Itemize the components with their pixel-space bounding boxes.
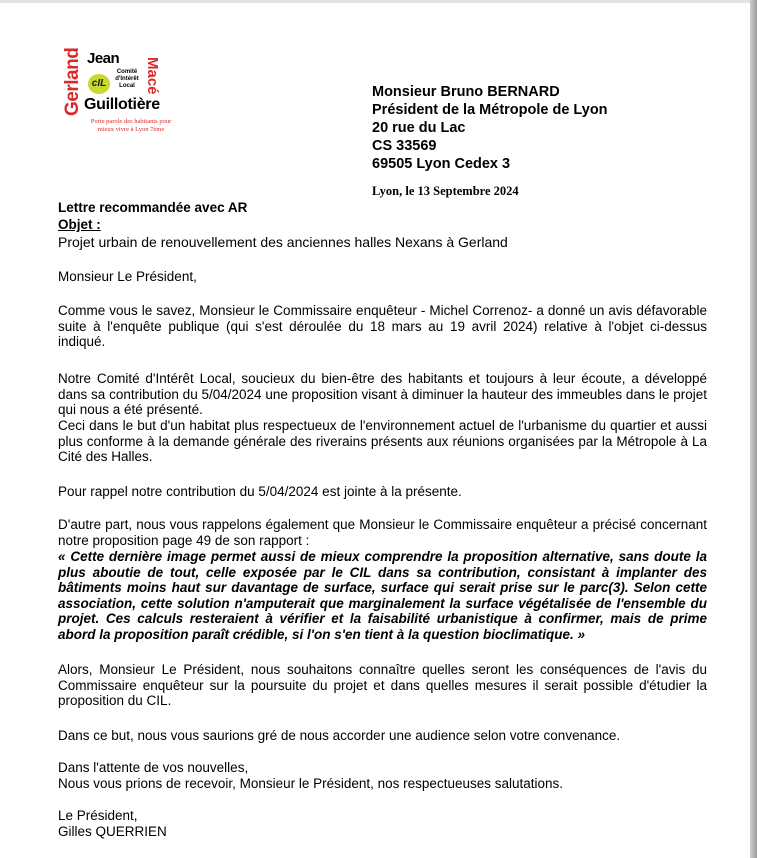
object-label: Objet : xyxy=(58,217,101,232)
cil-logo xyxy=(58,47,178,140)
paragraph-3: Pour rappel notre contribution du 5/04/2024 est jointe à la présente. xyxy=(58,484,462,499)
page-right-shadow xyxy=(750,0,757,858)
recipient-address xyxy=(372,83,608,173)
recipient-city: 69505 Lyon Cedex 3 xyxy=(372,156,511,172)
closing-line-1: Dans l'attente de vos nouvelles, xyxy=(58,760,249,775)
logo-tagline: Porte parole des habitants pour mieux vivre à Lyon 7ème xyxy=(90,118,172,133)
object-text: Projet urbain de renouvellement des anciennes halles Nexans à Gerland xyxy=(58,234,508,250)
logo-gerland: Gerland xyxy=(62,47,83,116)
paragraph-2b: Ceci dans le but d'un habitat plus respectueux de l'environnement actuel de l'urbanisme du quartier et aussi plus conforme à la demande générale des riverains présents aux réunions organisées par la Métropole à La Cité des Halles. xyxy=(58,418,707,464)
signature-title: Le Président, xyxy=(58,808,138,823)
recipient-title: Président de la Métropole de Lyon xyxy=(372,102,608,118)
paragraph-6: Dans ce but, nous vous saurions gré de nous accorder une audience selon votre convenance. xyxy=(58,728,621,743)
closing-line-2: Nous vous prions de recevoir, Monsieur le Président, nos respectueuses salutations. xyxy=(58,776,564,791)
logo-cil-circle: cIL xyxy=(88,74,110,94)
logo-small-text: Comité d'Intérêt Local xyxy=(115,69,139,89)
registered-mention: Lettre recommandée avec AR xyxy=(58,200,248,215)
salutation: Monsieur Le Président, xyxy=(58,269,197,284)
paragraph-5: Alors, Monsieur Le Président, nous souhaitons connaître quelles seront les conséquences de l'avis du Commissaire enquêteur sur la poursuite du projet et dans quelles mesures il serait possible d'étudier la proposition du CIL. xyxy=(58,662,707,708)
page-top-shadow xyxy=(0,0,750,3)
letter-date: Lyon, le 13 Septembre 2024 xyxy=(372,184,519,198)
logo-guillotiere: Guillotière xyxy=(84,96,160,113)
logo-jean: Jean xyxy=(87,50,120,67)
paragraph-1: Comme vous le savez, Monsieur le Commissaire enquêteur - Michel Correnoz- a donné un avis défavorable suite à l'enquête publique (qui s'est déroulée du 18 mars au 19 avril 2024) relative à l'objet ci-dessus indiqué. xyxy=(58,303,707,349)
paragraph-4: D'autre part, nous vous rappelons également que Monsieur le Commissaire enquêteur a précisé concernant notre proposition page 49 de son rapport : xyxy=(58,517,707,548)
logo-mace: Macé xyxy=(144,57,161,95)
signature-name: Gilles QUERRIEN xyxy=(58,824,167,839)
recipient-name: Monsieur Bruno BERNARD xyxy=(372,84,560,100)
recipient-cs: CS 33569 xyxy=(372,138,437,154)
recipient-street: 20 rue du Lac xyxy=(372,120,466,136)
commissioner-quote: « Cette dernière image permet aussi de mieux comprendre la proposition alternative, sans doute la plus aboutie de tout, celle exposée par le CIL dans sa contribution, consistant à implanter des bâtiments moins haut sur davantage de surface, surface qui serait prise sur le parc(3). Selon cette association, cette solution n'amputerait que marginalement la surface végétalisée de l'ensemble du projet. Ces calculs resteraient à vérifier et la faisabilité urbanistique à confirmer, mais de prime abord la proposition paraît crédible, si l'on s'en tient à la question bioclimatique. » xyxy=(58,549,707,642)
paragraph-2a: Notre Comité d'Intérêt Local, soucieux du bien-être des habitants et toujours à leur écoute, a développé dans sa contribution du 5/04/2024 une proposition visant à diminuer la hauteur des immeubles dans le projet qui nous a été présenté. xyxy=(58,371,707,417)
